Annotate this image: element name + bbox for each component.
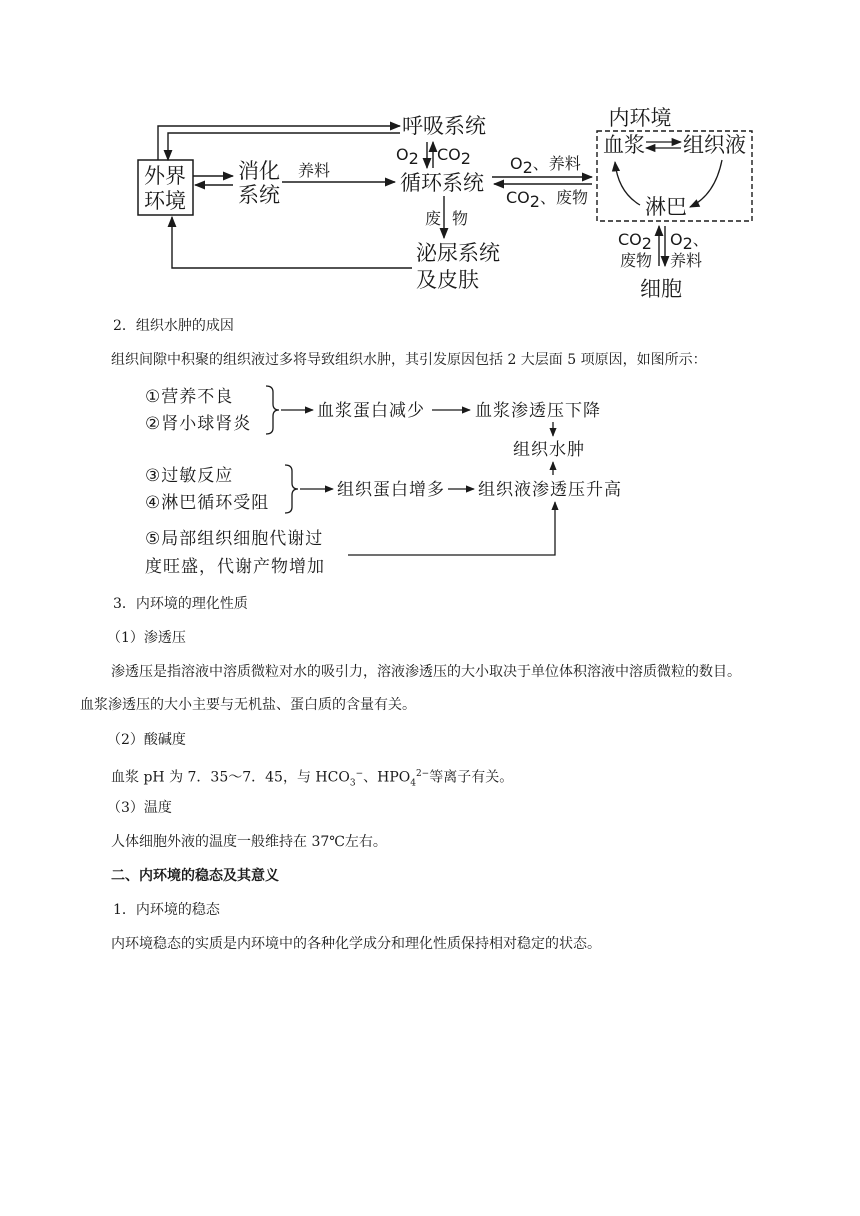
- plasma-protein-down: 血浆蛋白减少: [317, 401, 425, 421]
- sub-2-title: （2）酸碱度: [107, 732, 186, 748]
- cell-waste-label: 废物: [620, 251, 653, 270]
- brace-2: [285, 465, 298, 513]
- cell-label: 细胞: [640, 277, 682, 301]
- arrow-cause-5-to-tissue-osmotic: [348, 502, 555, 555]
- arrow-urinary-to-external: [172, 217, 412, 268]
- cause-1: ①营养不良: [145, 387, 234, 407]
- cell-co2-label: CO2: [618, 230, 652, 253]
- sub-1-text-line-2: 血浆渗透压的大小主要与无机盐、蛋白质的含量有关。: [80, 697, 416, 713]
- cause-2: ②肾小球肾炎: [145, 414, 252, 434]
- urinary-system-label-1: 泌尿系统: [416, 241, 500, 265]
- sub-1-text-line-1: 渗透压是指溶液中溶质微粒对水的吸引力，溶液渗透压的大小取决于单位体积溶液中溶质微粒的数目。: [111, 664, 741, 680]
- section-2-text: 组织间隙中积聚的组织液过多将导致组织水肿，其引发原因包括 2 大层面 5 项原因，如图所示：: [111, 352, 707, 368]
- arrow-tissue-to-lymph: [690, 160, 722, 207]
- arrow-lymph-to-plasma: [615, 162, 640, 205]
- sub-3-title: （3）温度: [107, 800, 172, 816]
- tissue-osmotic-up: 组织液渗透压升高: [478, 480, 622, 500]
- sub-2-text: 血浆 pH 为 7．35～7．45，与 $HCO_3^-$、$HPO_4^{2-}$等离子有关。: [111, 769, 514, 789]
- plasma-label: 血浆: [603, 133, 645, 157]
- sub-3-text: 人体细胞外液的温度一般维持在 37℃左右。: [111, 834, 387, 850]
- section-2-title: 2．组织水肿的成因: [113, 318, 234, 334]
- lymph-label: 淋巴: [645, 195, 687, 219]
- o2-label: O2: [396, 145, 419, 168]
- arrow-from-respiratory: [168, 133, 400, 160]
- brace-1: [266, 386, 279, 434]
- digestive-system-label-1: 消化: [238, 159, 280, 183]
- waste-label-2: 物: [452, 209, 469, 228]
- cause-5-line-1: ⑤局部组织细胞代谢过: [145, 529, 324, 549]
- sub-1-title: （1）渗透压: [107, 630, 186, 646]
- plasma-osmotic-down: 血浆渗透压下降: [475, 401, 601, 421]
- arrow-to-respiratory: [158, 126, 400, 160]
- section-two-1-title: 1．内环境的稳态: [113, 902, 220, 918]
- nutrient-label: 养料: [298, 161, 331, 180]
- external-environment-label-2: 环境: [144, 189, 186, 213]
- co2-waste-label: CO2、废物: [506, 188, 588, 211]
- co2-label: CO2: [437, 145, 471, 168]
- o2-nutrient-label: O2、养料: [510, 154, 581, 177]
- section-3-title: 3．内环境的理化性质: [113, 596, 248, 612]
- cell-o2-label: O2、: [670, 230, 709, 253]
- external-environment-label-1: 外界: [144, 164, 186, 188]
- waste-label-1: 废: [425, 209, 442, 228]
- tissue-edema: 组织水肿: [513, 440, 585, 460]
- tissue-fluid-label: 组织液: [683, 133, 746, 157]
- respiratory-system-label: 呼吸系统: [402, 114, 486, 138]
- tissue-protein-up: 组织蛋白增多: [337, 480, 445, 500]
- inner-environment-title: 内环境: [608, 106, 672, 130]
- cause-5-line-2: 度旺盛，代谢产物增加: [145, 557, 325, 577]
- tissue-edema-causes-diagram: [0, 372, 860, 592]
- circulatory-system-label: 循环系统: [400, 171, 484, 195]
- cell-nutrient-label: 养料: [670, 251, 703, 270]
- digestive-system-label-2: 系统: [238, 183, 280, 207]
- cause-3: ③过敏反应: [145, 466, 234, 486]
- internal-environment-exchange-diagram: [0, 0, 860, 310]
- cause-4: ④淋巴循环受阻: [145, 493, 270, 513]
- urinary-system-label-2: 及皮肤: [416, 268, 479, 292]
- section-two-1-text: 内环境稳态的实质是内环境中的各种化学成分和理化性质保持相对稳定的状态。: [111, 936, 601, 952]
- section-two-title: 二、内环境的稳态及其意义: [111, 868, 279, 884]
